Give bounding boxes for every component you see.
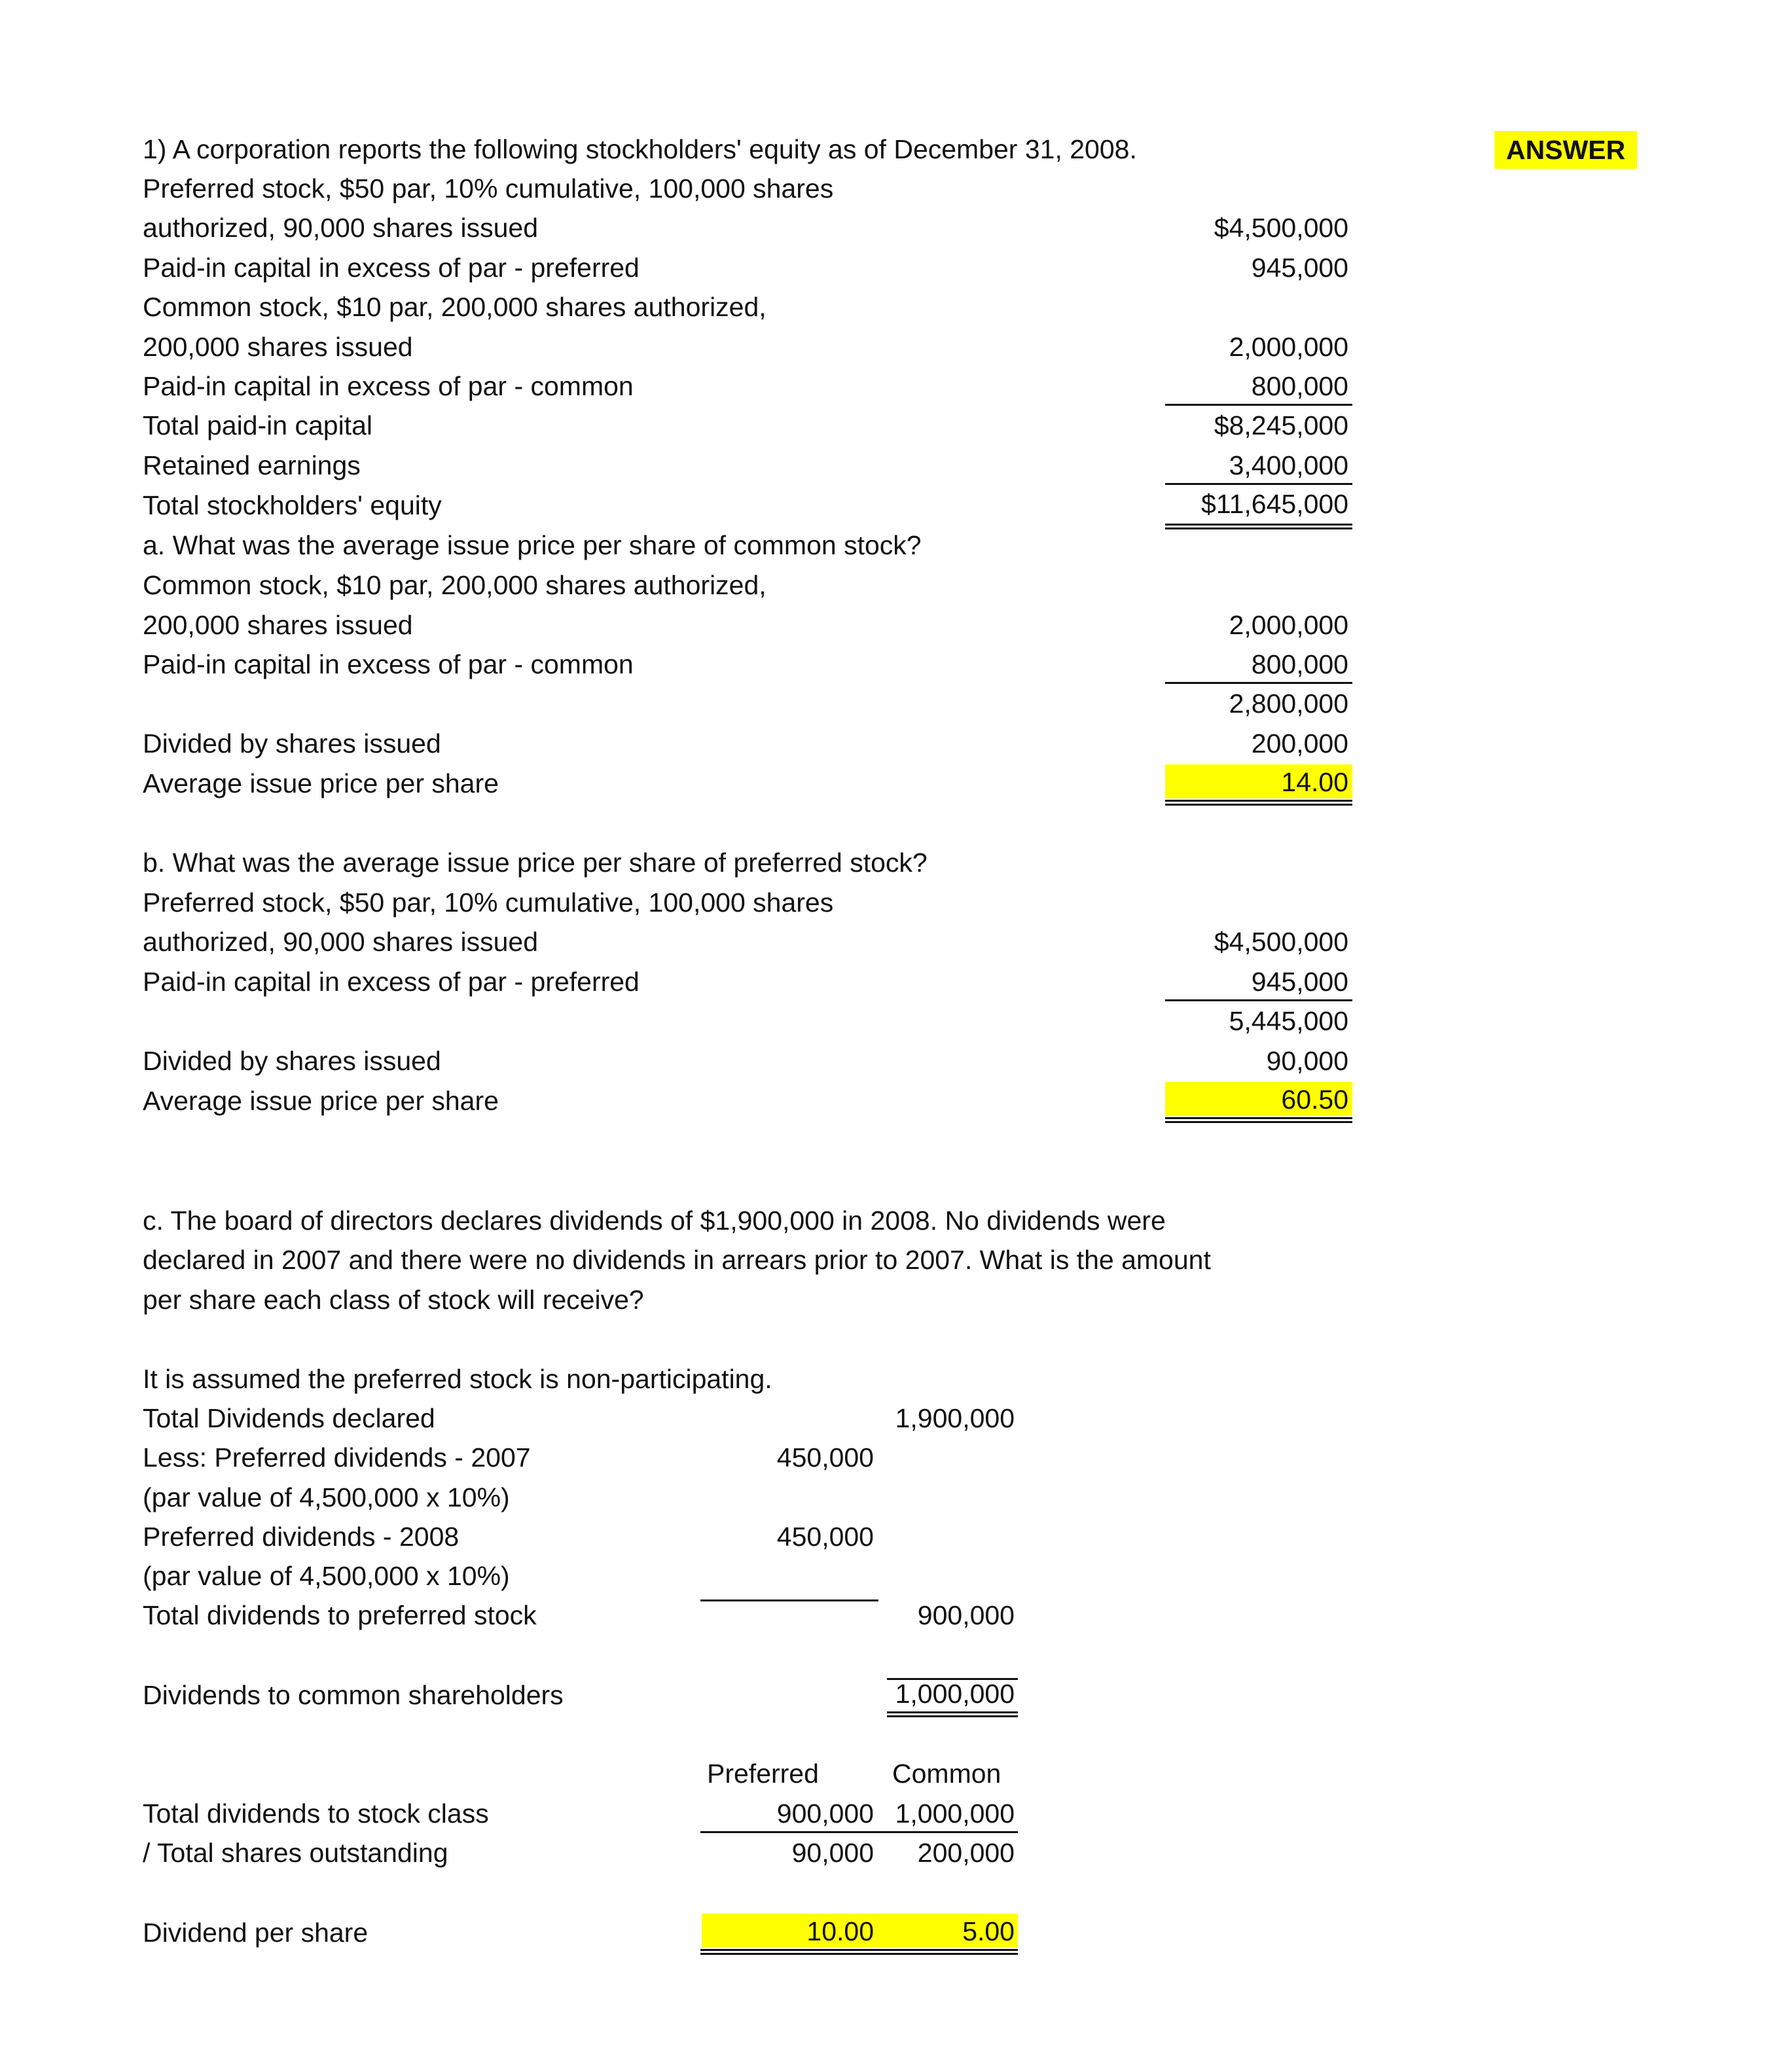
part-a-line: 200,000 shares issued [143, 610, 413, 640]
part-a-subtotal: 2,800,000 [1229, 688, 1348, 719]
part-b-line: authorized, 90,000 shares issued [143, 927, 539, 957]
equity-row-value: 800,000 [1251, 371, 1348, 401]
equity-row-label: Paid-in capital in excess of par - preferred [143, 253, 640, 283]
double-underline [1165, 524, 1352, 529]
answer-badge: ANSWER [1494, 131, 1637, 169]
part-a-avg-label: Average issue price per share [143, 768, 499, 798]
double-underline [1165, 1117, 1352, 1123]
part-a-value: 2,000,000 [1229, 610, 1348, 640]
common-div-label: Dividends to common shareholders [143, 1680, 564, 1710]
part-b-value: 945,000 [1251, 967, 1348, 997]
shares-common: 200,000 [917, 1838, 1015, 1868]
pref-2008-label: Preferred dividends - 2008 [143, 1522, 460, 1552]
part-b-divided-label: Divided by shares issued [143, 1046, 441, 1076]
dps-label: Dividend per share [143, 1918, 369, 1948]
part-a-avg-value: 14.00 [1281, 767, 1348, 797]
part-c-question: c. The board of directors declares dividends of $1,900,000 in 2008. No dividends were [143, 1206, 1166, 1236]
part-b-subtotal: 5,445,000 [1229, 1006, 1348, 1036]
total-pref-label: Total dividends to preferred stock [143, 1600, 537, 1630]
equity-row-label: Common stock, $10 par, 200,000 shares authorized, [143, 292, 767, 322]
double-underline [700, 1949, 1018, 1955]
part-b-question: b. What was the average issue price per share of preferred stock? [143, 848, 928, 878]
question-intro: 1) A corporation reports the following stockholders' equity as of December 31, 2008. [143, 134, 1137, 164]
part-c-question: per share each class of stock will receive? [143, 1285, 644, 1315]
common-div-value: 1,000,000 [895, 1679, 1015, 1709]
equity-row-value: 3,400,000 [1229, 450, 1348, 480]
double-underline [887, 1711, 1018, 1717]
double-underline [1165, 800, 1352, 806]
part-a-line: Common stock, $10 par, 200,000 shares authorized, [143, 570, 767, 600]
part-a-divided-value: 200,000 [1251, 728, 1348, 759]
equity-row-value: $11,645,000 [1201, 489, 1348, 519]
dps-pref: 10.00 [806, 1916, 874, 1946]
part-b-avg-label: Average issue price per share [143, 1086, 499, 1116]
part-c-question: declared in 2007 and there were no dividends in arrears prior to 2007. What is the amount [143, 1245, 1211, 1275]
equity-row-label: Total paid-in capital [143, 410, 372, 440]
underline [700, 1831, 1018, 1833]
underline [1165, 483, 1352, 485]
col-preferred-header: Preferred [707, 1759, 819, 1789]
part-a-line: Paid-in capital in excess of par - common [143, 649, 634, 679]
part-b-avg-value: 60.50 [1281, 1084, 1348, 1115]
total-declared-value: 1,900,000 [895, 1403, 1015, 1433]
equity-row-value: 2,000,000 [1229, 332, 1348, 362]
total-declared-label: Total Dividends declared [143, 1403, 435, 1433]
pref-2008-value: 450,000 [776, 1522, 874, 1552]
equity-row-label: Paid-in capital in excess of par - common [143, 371, 634, 401]
pref-2008-note: (par value of 4,500,000 x 10%) [143, 1561, 510, 1591]
equity-row-label: Preferred stock, $50 par, 10% cumulative, 100,000 shares [143, 173, 834, 204]
class-total-label: Total dividends to stock class [143, 1798, 489, 1829]
pref-2007-note: (par value of 4,500,000 x 10%) [143, 1482, 510, 1512]
underline [1165, 682, 1352, 684]
part-b-line: Paid-in capital in excess of par - preferred [143, 967, 640, 997]
equity-row-label: authorized, 90,000 shares issued [143, 213, 539, 243]
part-a-divided-label: Divided by shares issued [143, 728, 441, 759]
equity-row-value: $8,245,000 [1214, 410, 1348, 440]
part-c-assumption: It is assumed the preferred stock is non-participating. [143, 1364, 772, 1394]
underline [1165, 404, 1352, 406]
part-b-divided-value: 90,000 [1266, 1046, 1348, 1076]
underline [1165, 999, 1352, 1001]
pref-2007-label: Less: Preferred dividends - 2007 [143, 1442, 531, 1473]
equity-row-value: 945,000 [1251, 253, 1348, 283]
equity-row-label: 200,000 shares issued [143, 332, 413, 362]
part-b-line: Preferred stock, $50 par, 10% cumulative, 100,000 shares [143, 887, 834, 918]
equity-row-value: $4,500,000 [1214, 213, 1348, 243]
underline [700, 1599, 878, 1601]
dps-common: 5.00 [962, 1916, 1015, 1946]
col-common-header: Common [892, 1759, 1001, 1789]
equity-row-label: Retained earnings [143, 450, 361, 480]
class-total-common: 1,000,000 [895, 1798, 1015, 1829]
part-a-question: a. What was the average issue price per share of common stock? [143, 530, 922, 560]
pref-2007-value: 450,000 [776, 1442, 874, 1473]
shares-pref: 90,000 [791, 1838, 874, 1868]
equity-row-label: Total stockholders' equity [143, 490, 442, 520]
class-total-pref: 900,000 [776, 1798, 874, 1829]
part-b-value: $4,500,000 [1214, 927, 1348, 957]
total-pref-value: 900,000 [917, 1600, 1015, 1630]
part-a-value: 800,000 [1251, 649, 1348, 679]
shares-label: / Total shares outstanding [143, 1838, 448, 1868]
